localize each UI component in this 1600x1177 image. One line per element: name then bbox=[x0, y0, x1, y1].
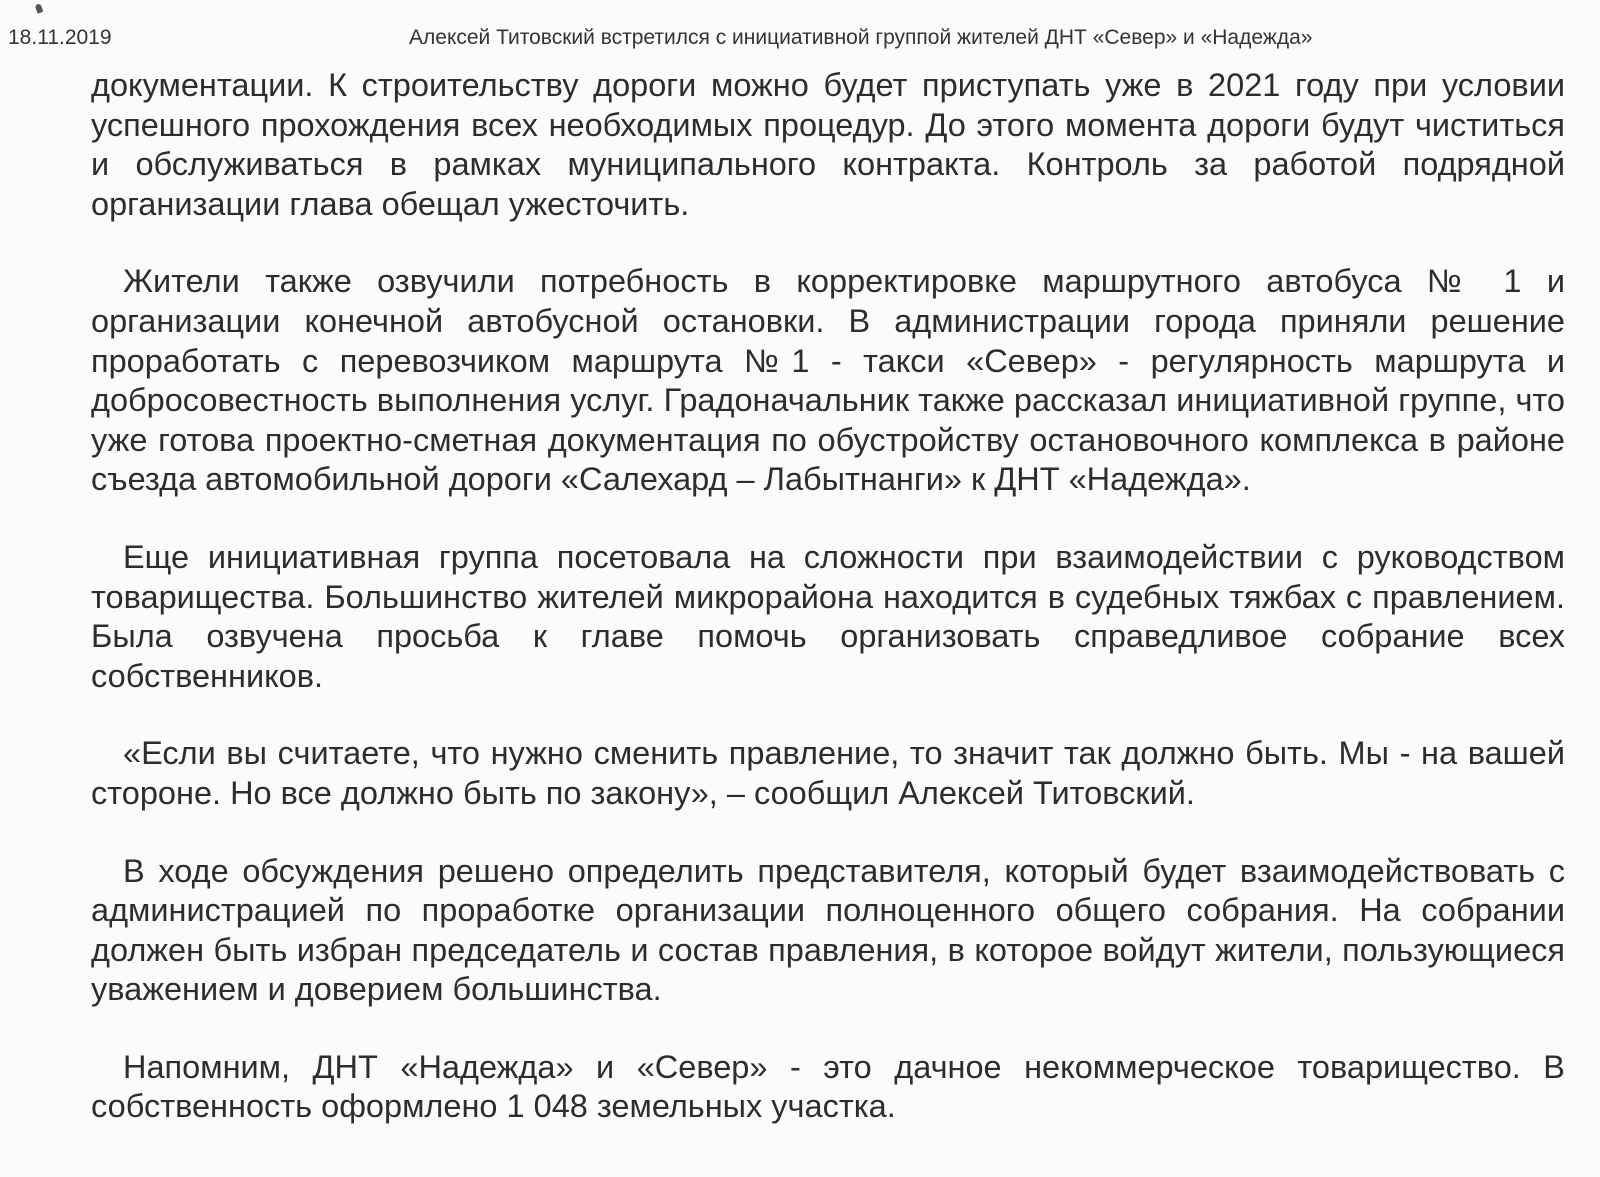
article-paragraph: Жители также озвучили потребность в корректировке маршрутного автобуса № 1 и организации конечной автобусной остановки. В администрации города приняли решение проработать с перевозчиком маршрута №1 - такси «Север» - регулярность маршрута и добросовестность выполнения услуг. Градоначальник также рассказал инициативной группе, что уже готова проектно-сметная документация по обустройству остановочного комплекса в районе съезда автомобильной дороги «Салехард – Лабытнанги» к ДНТ «Надежда». bbox=[91, 263, 1565, 498]
scan-speck bbox=[35, 3, 44, 14]
article-quote-paragraph: «Если вы считаете, что нужно сменить правление, то значит так должно быть. Мы - на вашей стороне. Но все должно быть по закону», – сообщил Алексей Титовский. bbox=[91, 735, 1565, 811]
article-paragraph: Еще инициативная группа посетовала на сложности при взаимодействии с руководством товарищества. Большинство жителей микрорайона находится в судебных тяжбах с правлением. Была озвучена просьба к главе помочь организовать справедливое собрание всех собственников. bbox=[91, 538, 1565, 694]
article-paragraph: В ходе обсуждения решено определить представителя, который будет взаимодействовать с администрацией по проработке организации полноценного общего собрания. На собрании должен быть избран председатель и состав правления, в которое войдут жители, пользующиеся уважением и доверием большинства. bbox=[91, 852, 1565, 1008]
page-header bbox=[0, 22, 1600, 56]
article-paragraph: документации. К строительству дороги можно будет приступать уже в 2021 году при условии успешного прохождения всех необходимых процедур. До этого момента дороги будут чиститься и обслуживаться в рамках муниципального контракта. Контроль за работой подрядной организации глава обещал ужесточить. bbox=[91, 67, 1565, 222]
header-date: 18.11.2019 bbox=[8, 26, 112, 49]
article-body bbox=[91, 66, 1565, 1127]
article-paragraph: Напомним, ДНТ «Надежда» и «Север» - это дачное некоммерческое товарищество. В собственность оформлено 1 048 земельных участка. bbox=[91, 1048, 1565, 1125]
header-title: Алексей Титовский встретился с инициативной группой жителей ДНТ «Север» и «Надежда» bbox=[409, 26, 1313, 49]
